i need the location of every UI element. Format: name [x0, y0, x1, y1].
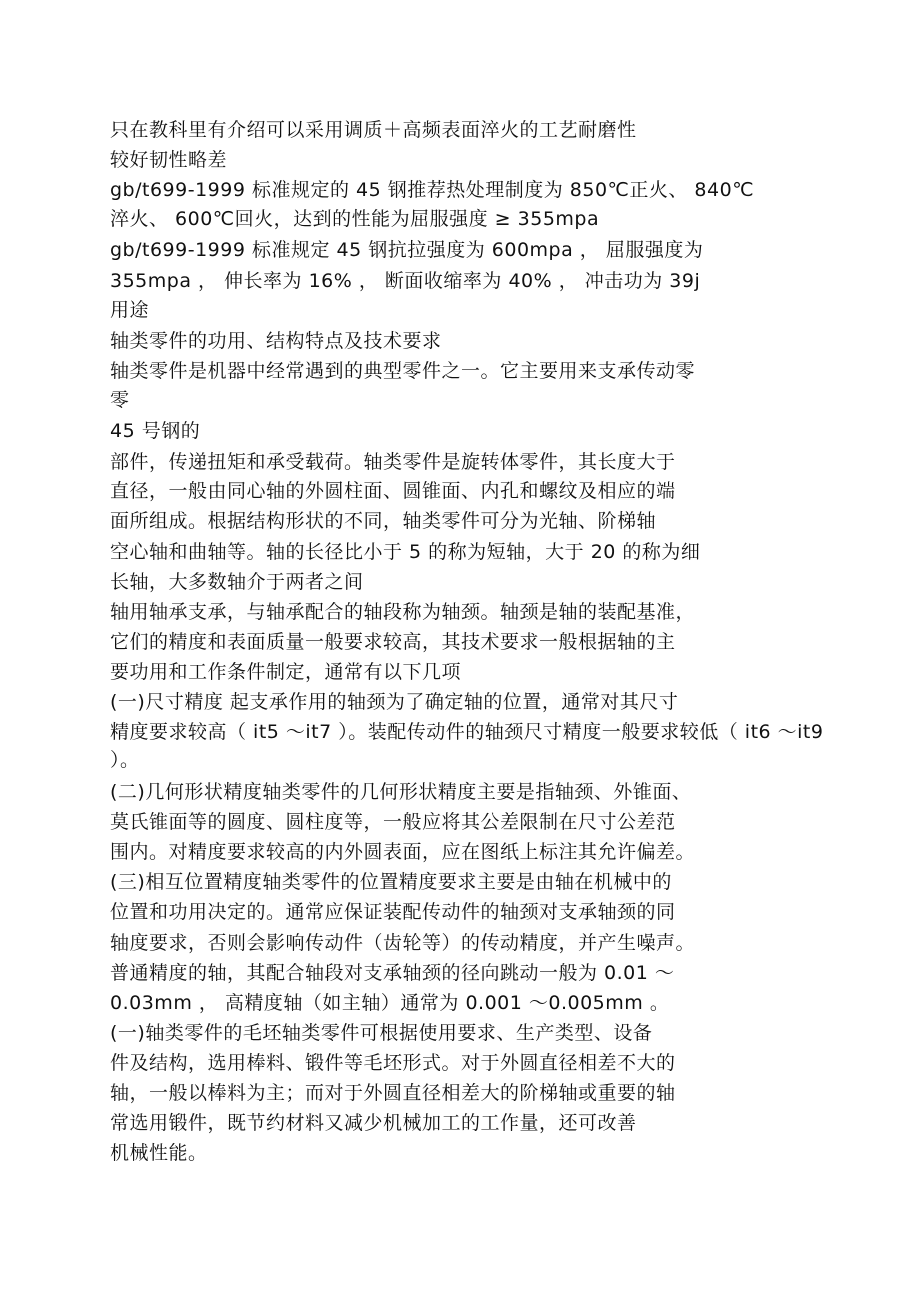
text-line-33: 轴，一般以棒料为主；而对于外圆直径相差大的阶梯轴或重要的轴	[110, 1082, 676, 1104]
text-line-18: 它们的精度和表面质量一般要求较高，其技术要求一般根据轴的主	[110, 631, 676, 653]
text-line-35: 机械性能。	[110, 1142, 208, 1164]
text-line-21: 精度要求较高（ it5 ～it7 ）。装配传动件的轴颈尺寸精度一般要求较低（ it6 ～it9	[110, 721, 824, 743]
text-line-30: 0.03mm ， 高精度轴（如主轴）通常为 0.001 ～0.005mm 。	[110, 992, 670, 1014]
text-line-32: 件及结构，选用棒料、锻件等毛坯形式。对于外圆直径相差不大的	[110, 1052, 676, 1074]
text-line-26: (三)相互位置精度轴类零件的位置精度要求主要是由轴在机械中的	[110, 871, 672, 893]
text-line-15: 空心轴和曲轴等。轴的长径比小于 5 的称为短轴，大于 20 的称为细	[110, 541, 701, 563]
text-line-19: 要功用和工作条件制定，通常有以下几项	[110, 661, 462, 683]
text-line-5: gb/t699-1999 标准规定 45 钢抗拉强度为 600mpa ， 屈服强度为	[110, 239, 704, 261]
text-line-9: 轴类零件是机器中经常遇到的典型零件之一。它主要用来支承传动零	[110, 360, 696, 382]
text-line-1: 只在教科里有介绍可以采用调质＋高频表面淬火的工艺耐磨性	[110, 119, 637, 141]
text-line-23: (二)几何形状精度轴类零件的几何形状精度主要是指轴颈、外锥面、	[110, 781, 692, 803]
text-line-34: 常选用锻件，既节约材料又减少机械加工的工作量，还可改善	[110, 1112, 637, 1134]
text-line-27: 位置和功用决定的。通常应保证装配传动件的轴颈对支承轴颈的同	[110, 901, 676, 923]
text-line-6: 355mpa ， 伸长率为 16% ， 断面收缩率为 40% ， 冲击功为 39j	[110, 270, 701, 292]
text-line-7: 用途	[110, 299, 150, 321]
text-line-10: 零	[110, 389, 130, 411]
text-line-8: 轴类零件的功用、结构特点及技术要求	[110, 330, 442, 352]
text-line-3: gb/t699-1999 标准规定的 45 钢推荐热处理制度为 850℃正火、 840℃	[110, 179, 755, 201]
text-line-11: 45 号钢的	[110, 420, 201, 442]
text-line-22: ）。	[110, 749, 140, 771]
text-line-13: 直径，一般由同心轴的外圆柱面、圆锥面、内孔和螺纹及相应的端	[110, 480, 676, 502]
text-line-29: 普通精度的轴，其配合轴段对支承轴颈的径向跳动一般为 0.01 ～	[110, 962, 675, 984]
text-line-31: (一)轴类零件的毛坯轴类零件可根据使用要求、生产类型、设备	[110, 1022, 653, 1044]
text-line-4: 淬火、 600℃回火，达到的性能为屈服强度 ≥ 355mpa	[110, 208, 600, 230]
text-line-25: 围内。对精度要求较高的内外圆表面，应在图纸上标注其允许偏差。	[110, 841, 696, 863]
text-line-20: (一)尺寸精度 起支承作用的轴颈为了确定轴的位置，通常对其尺寸	[110, 691, 679, 713]
text-line-14: 面所组成。根据结构形状的不同，轴类零件可分为光轴、阶梯轴	[110, 510, 657, 532]
text-line-12: 部件，传递扭矩和承受载荷。轴类零件是旋转体零件，其长度大于	[110, 451, 676, 473]
text-line-28: 轴度要求，否则会影响传动件（齿轮等）的传动精度，并产生噪声。	[110, 932, 696, 954]
text-line-16: 长轴，大多数轴介于两者之间	[110, 571, 364, 593]
text-line-17: 轴用轴承支承，与轴承配合的轴段称为轴颈。轴颈是轴的装配基准，	[110, 601, 696, 623]
text-line-24: 莫氏锥面等的圆度、圆柱度等，一般应将其公差限制在尺寸公差范	[110, 811, 676, 833]
text-line-2: 较好韧性略差	[110, 149, 228, 171]
